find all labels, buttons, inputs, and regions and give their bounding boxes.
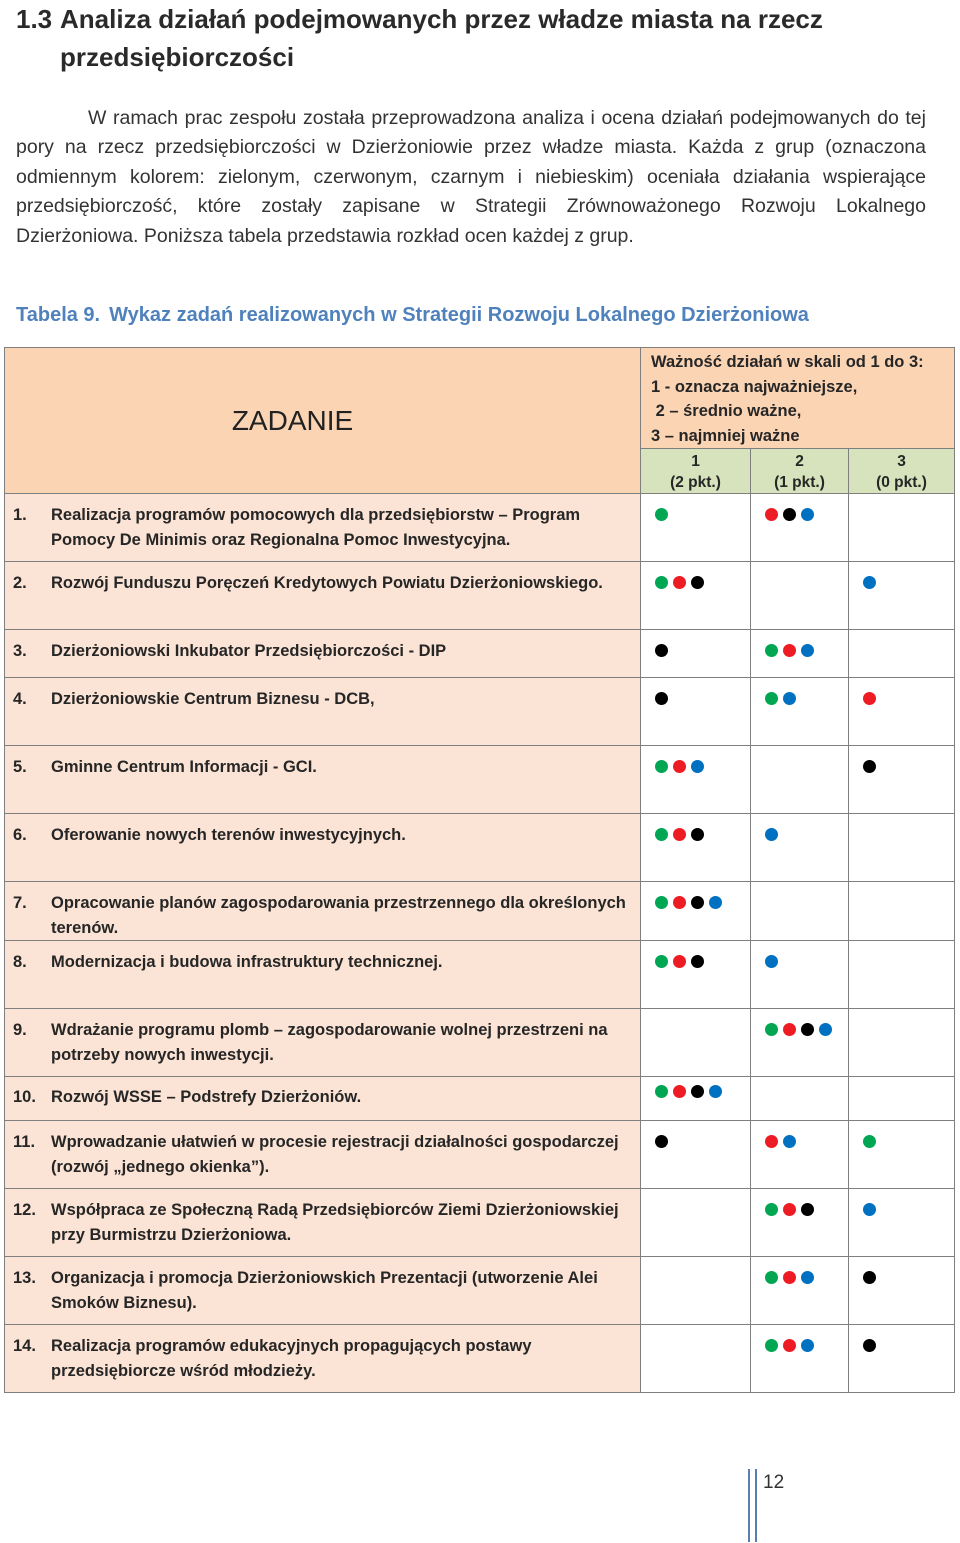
task-cell (5, 1189, 641, 1257)
blue-dot (765, 955, 778, 968)
blue-dot (819, 1023, 832, 1036)
table-row (5, 1257, 955, 1325)
blue-dot (765, 828, 778, 841)
rating-cell-2 (751, 1325, 849, 1393)
task-number: 11. (13, 1133, 36, 1151)
rating-cell-3 (849, 494, 955, 562)
rating-cell-3 (849, 1189, 955, 1257)
red-dot (783, 1023, 796, 1036)
table-row (5, 746, 955, 814)
rating-cell-2 (751, 562, 849, 630)
task-cell (5, 941, 641, 1009)
red-dot (783, 1203, 796, 1216)
task-header-label: ZADANIE (231, 404, 354, 436)
table-caption-text: Wykaz zadań realizowanych w Strategii Rozwoju Lokalnego Dzierżoniowa (109, 304, 809, 326)
rating-cell-2 (751, 1009, 849, 1077)
blue-dot (863, 576, 876, 589)
rating-cell-3 (849, 562, 955, 630)
column-header-3 (849, 449, 955, 494)
blue-dot (801, 644, 814, 657)
section-heading (16, 0, 936, 76)
green-dot (765, 1023, 778, 1036)
table-row (5, 814, 955, 882)
task-number: 8. (13, 953, 27, 971)
black-dot (863, 760, 876, 773)
green-dot (765, 644, 778, 657)
green-dot (655, 576, 668, 589)
scale-header (641, 348, 955, 449)
green-dot (655, 1085, 668, 1098)
black-dot (863, 1271, 876, 1284)
rating-cell-3 (849, 678, 955, 746)
rating-cell-3 (849, 1257, 955, 1325)
red-dot (765, 508, 778, 521)
task-number: 12. (13, 1201, 36, 1219)
black-dot (691, 1085, 704, 1098)
red-dot (673, 828, 686, 841)
rating-cell-3 (849, 814, 955, 882)
task-number: 5. (13, 758, 27, 776)
table-row (5, 941, 955, 1009)
task-text: Realizacja programów pomocowych dla przedsiębiorstw – Program Pomocy De Minimis oraz Regionalna Pomoc Inwestycyjna. (51, 506, 581, 549)
tasks-table (4, 347, 955, 1393)
task-text: Gminne Centrum Informacji - GCI. (51, 758, 317, 776)
scale-header-line: 3 – najmniej ważne (651, 426, 800, 445)
blue-dot (709, 896, 722, 909)
table-row (5, 494, 955, 562)
rating-cell-2 (751, 746, 849, 814)
rating-cell-2 (751, 630, 849, 678)
task-cell (5, 882, 641, 941)
table-row (5, 882, 955, 941)
task-number: 9. (13, 1021, 27, 1039)
column-header-1 (641, 449, 751, 494)
rating-cell-1 (641, 1009, 751, 1077)
red-dot (783, 1339, 796, 1352)
task-number: 10. (13, 1088, 36, 1106)
page-number: 12 (763, 1472, 785, 1493)
rating-cell-3 (849, 882, 955, 941)
rating-cell-3 (849, 1077, 955, 1121)
black-dot (801, 1203, 814, 1216)
section-title-line2: przedsiębiorczości (60, 42, 295, 72)
rating-cell-1 (641, 746, 751, 814)
red-dot (673, 1085, 686, 1098)
rating-cell-1 (641, 494, 751, 562)
rating-cell-2 (751, 1121, 849, 1189)
black-dot (863, 1339, 876, 1352)
green-dot (765, 692, 778, 705)
rating-cell-3 (849, 1009, 955, 1077)
task-text: Dzierżoniowskie Centrum Biznesu - DCB, (51, 690, 375, 708)
scale-header-line: Ważność działań w skali od 1 do 3: (651, 353, 924, 371)
rating-cell-1 (641, 941, 751, 1009)
red-dot (863, 692, 876, 705)
task-text: Modernizacja i budowa infrastruktury technicznej. (51, 953, 443, 971)
table-row (5, 1325, 955, 1393)
black-dot (655, 1135, 668, 1148)
black-dot (783, 508, 796, 521)
rating-cell-1 (641, 1189, 751, 1257)
rating-cell-1 (641, 630, 751, 678)
rating-cell-3 (849, 746, 955, 814)
black-dot (691, 896, 704, 909)
rating-cell-3 (849, 1121, 955, 1189)
intro-paragraph (16, 104, 926, 251)
green-dot (655, 828, 668, 841)
scale-header-line: 1 - oznacza najważniejsze, (651, 377, 858, 396)
task-number: 4. (13, 690, 27, 708)
table-row (5, 1189, 955, 1257)
task-text: Realizacja programów edukacyjnych propagujących postawy przedsiębiorcze wśród młodzieży. (51, 1337, 532, 1380)
column-points: (2 pkt.) (670, 474, 721, 491)
task-number: 7. (13, 894, 27, 912)
section-number: 1.3 (16, 4, 53, 34)
column-number: 1 (691, 453, 700, 470)
blue-dot (691, 760, 704, 773)
red-dot (673, 955, 686, 968)
blue-dot (783, 1135, 796, 1148)
task-cell (5, 1009, 641, 1077)
red-dot (673, 896, 686, 909)
task-number: 13. (13, 1269, 36, 1287)
task-cell (5, 814, 641, 882)
task-column-header (5, 348, 641, 494)
column-header-2 (751, 449, 849, 494)
table-row (5, 1009, 955, 1077)
green-dot (765, 1271, 778, 1284)
task-text: Wprowadzanie ułatwień w procesie rejestracji działalności gospodarczej (rozwój „jednego okienka”). (51, 1133, 619, 1176)
rating-cell-1 (641, 1121, 751, 1189)
table-caption-label: Tabela 9. (16, 304, 101, 326)
rating-cell-1 (641, 562, 751, 630)
table-row (5, 678, 955, 746)
column-number: 3 (897, 453, 906, 470)
column-points: (0 pkt.) (876, 474, 927, 491)
rating-cell-3 (849, 941, 955, 1009)
task-number: 6. (13, 826, 27, 844)
blue-dot (783, 692, 796, 705)
black-dot (801, 1023, 814, 1036)
task-cell (5, 494, 641, 562)
green-dot (655, 508, 668, 521)
rating-cell-2 (751, 678, 849, 746)
intro-text: W ramach prac zespołu została przeprowadzona analiza i ocena działań podejmowanych do tej pory na rzecz przedsiębiorczości w Dzierżoniowie przez władze miasta. Każda z grup (oznaczona odmiennym kolorem: zielonym, czerwonym, czarnym i niebieskim) oceniała działania wspierające przedsiębiorczość, które zostały zapisane w Strategii Zrównoważonego Rozwoju Lokalnego Dzierżoniowa. Poniższa tabela przedstawia rozkład ocen każdej z grup. (16, 107, 926, 247)
green-dot (765, 1203, 778, 1216)
green-dot (655, 955, 668, 968)
red-dot (765, 1135, 778, 1148)
task-number: 2. (13, 574, 27, 592)
task-text: Rozwój Funduszu Poręczeń Kredytowych Powiatu Dzierżoniowskiego. (51, 574, 603, 592)
task-cell (5, 1257, 641, 1325)
blue-dot (801, 1339, 814, 1352)
task-text: Opracowanie planów zagospodarowania przestrzennego dla określonych terenów. (51, 894, 626, 937)
rating-cell-2 (751, 882, 849, 941)
task-cell (5, 678, 641, 746)
section-title-line1: Analiza działań podejmowanych przez władze miasta na rzecz (60, 4, 823, 34)
black-dot (691, 828, 704, 841)
rating-cell-1 (641, 882, 751, 941)
task-text: Dzierżoniowski Inkubator Przedsiębiorczości - DIP (51, 642, 447, 660)
task-cell (5, 1077, 641, 1121)
blue-dot (801, 508, 814, 521)
green-dot (863, 1135, 876, 1148)
task-cell (5, 1121, 641, 1189)
task-number: 1. (13, 506, 27, 524)
column-number: 2 (795, 453, 804, 470)
green-dot (655, 896, 668, 909)
red-dot (783, 1271, 796, 1284)
task-text: Organizacja i promocja Dzierżoniowskich Prezentacji (utworzenie Alei Smoków Biznesu). (51, 1269, 598, 1312)
rating-cell-1 (641, 1077, 751, 1121)
rating-cell-2 (751, 814, 849, 882)
black-dot (655, 644, 668, 657)
red-dot (783, 644, 796, 657)
task-number: 3. (13, 642, 27, 660)
table-row (5, 562, 955, 630)
rating-cell-3 (849, 1325, 955, 1393)
scale-header-line: 2 – średnio ważne, (651, 402, 802, 420)
rating-cell-3 (849, 630, 955, 678)
task-number: 14. (13, 1337, 36, 1355)
table-row (5, 1077, 955, 1121)
red-dot (673, 576, 686, 589)
table-caption (16, 304, 809, 327)
black-dot (691, 576, 704, 589)
rating-cell-1 (641, 814, 751, 882)
red-dot (673, 760, 686, 773)
black-dot (691, 955, 704, 968)
rating-cell-2 (751, 1257, 849, 1325)
task-cell (5, 1325, 641, 1393)
rating-cell-2 (751, 1077, 849, 1121)
task-text: Oferowanie nowych terenów inwestycyjnych. (51, 826, 406, 844)
table-row (5, 1121, 955, 1189)
rating-cell-2 (751, 941, 849, 1009)
green-dot (655, 760, 668, 773)
blue-dot (863, 1203, 876, 1216)
task-cell (5, 630, 641, 678)
task-text: Wdrażanie programu plomb – zagospodarowanie wolnej przestrzeni na potrzeby nowych inwestycji. (51, 1021, 608, 1064)
rating-cell-1 (641, 1257, 751, 1325)
blue-dot (709, 1085, 722, 1098)
task-cell (5, 746, 641, 814)
rating-cell-2 (751, 1189, 849, 1257)
column-points: (1 pkt.) (774, 474, 825, 491)
page-number-bar (748, 1469, 757, 1542)
black-dot (655, 692, 668, 705)
table-row (5, 630, 955, 678)
rating-cell-1 (641, 1325, 751, 1393)
task-text: Rozwój WSSE – Podstrefy Dzierżoniów. (51, 1088, 362, 1106)
rating-cell-2 (751, 494, 849, 562)
green-dot (765, 1339, 778, 1352)
blue-dot (801, 1271, 814, 1284)
task-text: Współpraca ze Społeczną Radą Przedsiębiorców Ziemi Dzierżoniowskiej przy Burmistrzu Dzierżoniowa. (51, 1201, 619, 1244)
task-cell (5, 562, 641, 630)
rating-cell-1 (641, 678, 751, 746)
